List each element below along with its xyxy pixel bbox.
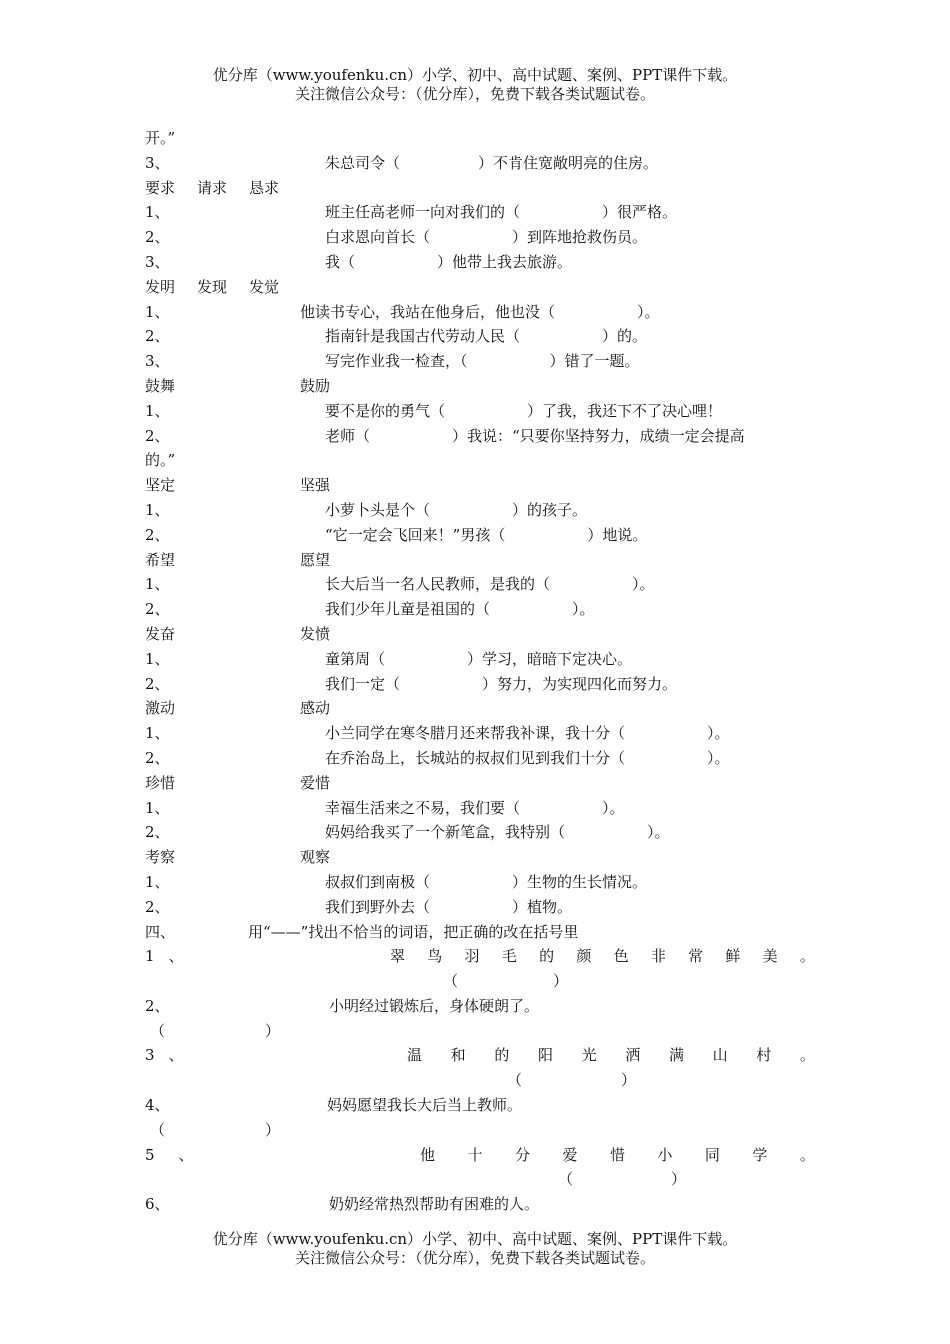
correction-item: 4、 妈妈愿望我长大后当上教师。 (145, 1096, 523, 1115)
answer-blank-line: （ ） (443, 972, 569, 991)
spread-char: 。 (799, 1046, 815, 1065)
spread-char: 的 (494, 1046, 510, 1065)
word-choice: 考察 (145, 848, 176, 867)
word-choice: 发觉 (249, 277, 280, 296)
word-choice: 希望 (145, 550, 176, 569)
word-choice: 感动 (300, 699, 331, 718)
answer-blank-line: （ ） (558, 1170, 687, 1189)
spread-char: 惜 (609, 1145, 625, 1164)
spread-text (407, 1043, 815, 1068)
word-group-8 (145, 771, 825, 796)
word-group-4 (145, 473, 825, 498)
spread-char: 十 (467, 1145, 483, 1164)
word-group-1 (145, 176, 825, 201)
exercise-content (145, 126, 825, 1217)
spread-char: 翠 (390, 947, 406, 966)
spread-char: 阳 (537, 1046, 553, 1065)
spread-char: 常 (688, 947, 704, 966)
spread-char: 颜 (576, 947, 592, 966)
question-line: 2、 妈妈给我买了一个新笔盒，我特别（ ）。 (145, 823, 670, 842)
word-choice: 发奋 (145, 624, 176, 643)
spread-char: 鲜 (725, 947, 741, 966)
question-line: 1、 幸福生活来之不易，我们要（ ）。 (145, 798, 625, 817)
spread-char: 的 (539, 947, 555, 966)
word-choice: 坚强 (300, 476, 331, 495)
word-choice: 发现 (197, 277, 228, 296)
spread-char: 。 (799, 1145, 815, 1164)
question-line: 3、 我（ ）他带上我去旅游。 (145, 252, 573, 271)
word-group-5 (145, 548, 825, 573)
spread-char: 他 (420, 1145, 436, 1164)
text-line: 的。” (145, 451, 176, 470)
word-choice: 激动 (145, 699, 176, 718)
question-line: 2、 我们一定（ ）努力，为实现四化而努力。 (145, 674, 678, 693)
question-line: 1、 叔叔们到南极（ ）生物的生长情况。 (145, 872, 648, 891)
correction-item: 5、 他 十 分 爱 惜 小 同 学 。 (145, 1143, 825, 1168)
header-line-2: 关注微信公众号：（优分库），免费下载各类试题试卷。 (294, 85, 655, 103)
spread-char: 山 (712, 1046, 728, 1065)
word-choice: 观察 (300, 848, 331, 867)
question-line: 2、 指南针是我国古代劳动人民（ ）的。 (145, 327, 648, 346)
spread-char: 和 (450, 1046, 466, 1065)
answer-blank-line: （ ） (507, 1071, 637, 1090)
word-choice: 发明 (145, 277, 176, 296)
question-line: 1、 班主任高老师一向对我们的（ ）很严格。 (145, 203, 678, 222)
question-line: 2、 在乔治岛上，长城站的叔叔们见到我们十分（ ）。 (145, 748, 730, 767)
spread-char: 光 (581, 1046, 597, 1065)
correction-item: 3、 温 和 的 阳 光 洒 满 山 村 。 (145, 1043, 825, 1068)
section-title: 用“——”找出不恰当的词语，把正确的改在括号里 (248, 922, 579, 941)
question-line: 2、 我们少年儿童是祖国的（ ）。 (145, 600, 595, 619)
question-line: 2、 “它一定会飞回来！”男孩（ ）地说。 (145, 525, 648, 544)
spread-char: 毛 (501, 947, 517, 966)
footer-line-1: 优分库（www.youfenku.cn）小学、初中、高中试题、案例、PPT课件下载。 (212, 1230, 738, 1248)
question-line: 1、 他读书专心，我站在他身后，他也没（ ）。 (145, 302, 660, 321)
spread-char: 洒 (625, 1046, 641, 1065)
word-choice: 恳求 (249, 178, 280, 197)
spread-char: 非 (650, 947, 666, 966)
question-line: 1、 要不是你的勇气（ ）了我，我还下不了决心哩！ (145, 401, 723, 420)
header-line-1: 优分库（www.youfenku.cn）小学、初中、高中试题、案例、PPT课件下载。 (212, 66, 738, 84)
word-group-3 (145, 374, 825, 399)
question-line: 2、 老师（ ）我说：“只要你坚持努力，成绩一定会提高 (145, 426, 745, 445)
word-group-9 (145, 845, 825, 870)
spread-text (390, 944, 815, 969)
word-choice: 爱惜 (300, 773, 331, 792)
correction-item: 1、 翠 鸟 羽 毛 的 颜 色 非 常 鲜 美 。 (145, 944, 825, 969)
spread-char: 。 (799, 947, 815, 966)
spread-char: 分 (514, 1145, 530, 1164)
spread-char: 鸟 (427, 947, 443, 966)
spread-char: 同 (704, 1145, 720, 1164)
text-line: 开。” (145, 129, 176, 147)
spread-char: 美 (762, 947, 778, 966)
word-group-7 (145, 696, 825, 721)
correction-item: 6、 奶奶经常热烈帮助有困难的人。 (145, 1195, 540, 1214)
word-choice: 愿望 (300, 550, 331, 569)
word-choice: 珍惜 (145, 773, 176, 792)
word-choice: 要求 (145, 178, 176, 197)
word-choice: 请求 (197, 178, 228, 197)
word-choice: 发愤 (300, 624, 331, 643)
spread-char: 爱 (562, 1145, 578, 1164)
question-line: 3、 朱总司令（ ）不肯住宽敞明亮的住房。 (145, 153, 659, 172)
page-footer (0, 1230, 950, 1268)
spread-char: 学 (752, 1145, 768, 1164)
question-line: 1、 小兰同学在寒冬腊月还来帮我补课，我十分（ ）。 (145, 724, 730, 743)
word-choice: 鼓励 (300, 376, 331, 395)
question-line: 3、 写完作业我一检查，（ ）错了一题。 (145, 352, 640, 371)
spread-char: 色 (613, 947, 629, 966)
spread-char: 满 (668, 1046, 684, 1065)
correction-item: 2、 小明经过锻炼后，身体硬朗了。 (145, 996, 540, 1015)
word-choice: 坚定 (145, 476, 176, 495)
spread-char: 温 (407, 1046, 423, 1065)
question-line: 2、 我们到野外去（ ）植物。 (145, 897, 573, 916)
word-group-6 (145, 622, 825, 647)
section-4-heading: 四、 用“——”找出不恰当的词语，把正确的改在括号里 (145, 920, 825, 945)
answer-blank-line: （ ） (150, 1120, 281, 1139)
spread-char: 村 (756, 1046, 772, 1065)
question-line: 2、 白求恩向首长（ ）到阵地抢救伤员。 (145, 228, 648, 247)
footer-line-2: 关注微信公众号：（优分库），免费下载各类试题试卷。 (294, 1249, 655, 1267)
answer-blank-line: （ ） (150, 1021, 281, 1040)
question-line: 1、 童第周（ ）学习，暗暗下定决心。 (145, 649, 633, 668)
page-header (0, 66, 950, 104)
word-group-2 (145, 275, 825, 300)
question-line: 1、 长大后当一名人民教师，是我的（ ）。 (145, 575, 655, 594)
spread-text (420, 1143, 815, 1168)
question-line: 1、 小萝卜头是个（ ）的孩子。 (145, 500, 588, 519)
spread-char: 羽 (464, 947, 480, 966)
word-choice: 鼓舞 (145, 376, 176, 395)
spread-char: 小 (657, 1145, 673, 1164)
